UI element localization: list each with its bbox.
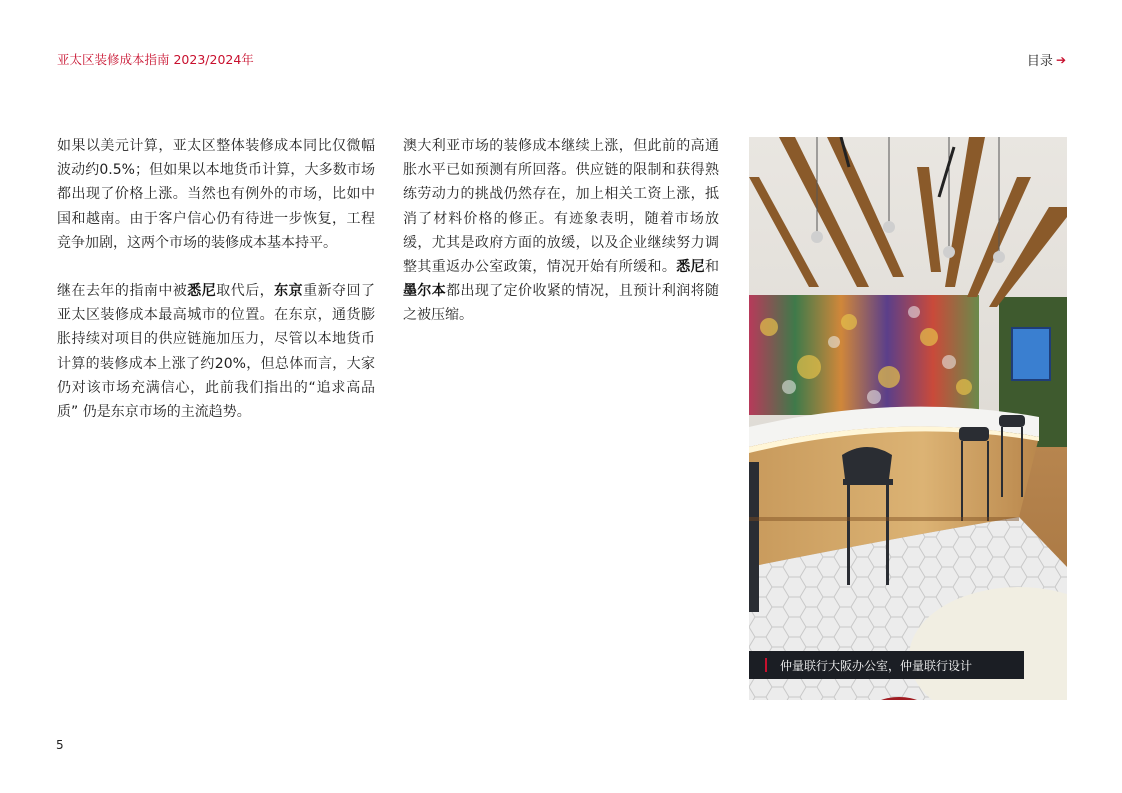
paragraph-australia [403, 134, 719, 328]
bold-sydney: 悉尼 [676, 259, 706, 276]
text-span: 重新夺回了亚太区装修成本最高城市的位置。在东京，通货膨胀持续对项目的供应链施加压力，尽管以本地货币计算的装修成本上涨了约20%，但总体而言，大家仍对该市场充满信心，此前我们指出的“追求高品质” 仍是东京市场的主流趋势。 [57, 283, 376, 421]
table-of-contents-link[interactable] [1027, 50, 1066, 69]
bold-sydney: 悉尼 [187, 283, 217, 300]
caption-text: 仲量联行大阪办公室，仲量联行设计 [780, 658, 973, 673]
document-header-title: 亚太区装修成本指南 2023/2024年 [57, 52, 254, 67]
photo-caption [749, 651, 1024, 679]
bold-tokyo: 东京 [274, 283, 304, 300]
paragraph-cost-overview: 如果以美元计算，亚太区整体装修成本同比仅微幅波动约0.5%；但如果以本地货币计算，大多数市场都出现了价格上涨。当然也有例外的市场，比如中国和越南。由于客户信心仍有待进一步恢复，工程竞争加剧，这两个市场的装修成本基本持平。 [57, 138, 375, 251]
office-interior-illustration [749, 137, 1067, 700]
arrow-right-icon: ➔ [1055, 52, 1066, 67]
office-interior-photo [749, 137, 1067, 700]
text-column-left [57, 134, 375, 448]
paragraph-tokyo [57, 279, 375, 424]
text-column-middle [403, 134, 719, 352]
page-number: 5 [56, 738, 64, 752]
toc-label: 目录 [1026, 54, 1053, 69]
caption-accent-bar [765, 658, 767, 672]
text-span: 取代后， [216, 283, 275, 300]
text-span: 都出现了定价收紧的情况，且预计利润将随之被压缩。 [403, 283, 720, 324]
text-span: 继在去年的指南中被 [57, 283, 188, 300]
text-span: 和 [705, 259, 720, 276]
text-span: 澳大利亚市场的装修成本继续上涨，但此前的高通胀水平已如预测有所回落。供应链的限制和获得熟练劳动力的挑战仍然存在，加上相关工资上涨，抵消了材料价格的修正。有迹象表明，随着市场放缓，尤其是政府方面的放缓，以及企业继续努力调整其重返办公室政策，情况开始有所缓和。 [403, 138, 719, 276]
bold-melbourne: 墨尔本 [403, 283, 447, 300]
